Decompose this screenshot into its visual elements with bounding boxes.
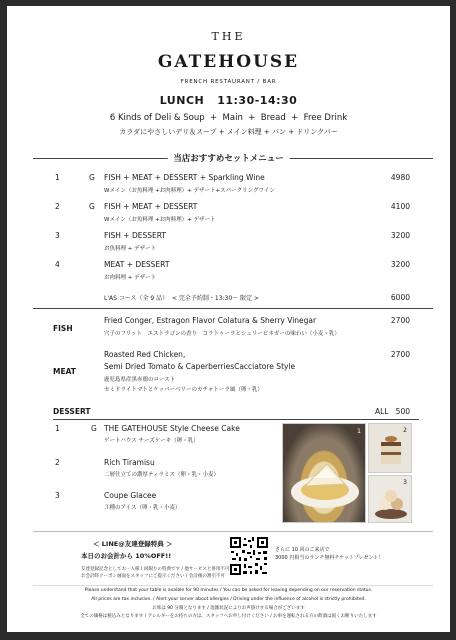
- footer-note-jp-1: お席は 90 分制となります / 混雑状況によりお声掛けする場合がございます: [152, 606, 305, 611]
- cheesecake-illustration: [283, 424, 366, 523]
- dessert-g-mark: G: [91, 424, 97, 433]
- tiramisu-photo: [368, 423, 412, 473]
- set-name: FISH + DESSERT: [104, 231, 166, 240]
- dessert-description: ゲートハウス チーズケーキ（卵・乳）: [104, 438, 199, 444]
- set-name: FISH + MEAT + DESSERT + Sparkling Wine: [104, 173, 265, 182]
- line-promo-note-2: お会計時クーポン画面をスタッフにご提示ください / 会計後の割引不可: [81, 574, 225, 579]
- las-course-price: 6000: [390, 293, 410, 302]
- line-promo-note: 友達登録記念としてお一人様１回限りの特典です / 他サービスと併用不可: [81, 567, 230, 572]
- brand-name: GATEHOUSE: [157, 52, 300, 72]
- fish-dish-name: Fried Conger, Estragon Flavor Colatura & Sherry Vinegar: [104, 316, 317, 325]
- meat-price: 2700: [390, 350, 410, 359]
- dessert-number: 1: [55, 424, 60, 433]
- set-number: 1: [55, 173, 60, 182]
- set-price: 3200: [390, 260, 410, 269]
- set-description: Wメイン（お魚料理 +お肉料理）+ デザート: [104, 217, 216, 223]
- line-qr-code: [229, 536, 269, 576]
- photo-number-1: 1: [357, 428, 361, 435]
- footer-note-en-2: All prices are tax inclusive. / Alert your server about allergies / Driving under the influence of alcohol is strictly prohibited.: [91, 597, 366, 602]
- dessert-price: ALL 500: [375, 407, 410, 416]
- set-g-mark: G: [89, 202, 95, 211]
- set-number: 3: [55, 231, 60, 240]
- dessert-number: 3: [55, 491, 60, 500]
- set-price: 4980: [390, 173, 410, 182]
- meat-dish-description-line2: セミドライトマトとケッパーベリーのカチャトーラ風（卵・乳）: [104, 387, 263, 393]
- fish-dish-description: 穴子のフリット エストラゴンの香り コラトゥーラとシェリービネガーの味わい（小麦・乳）: [104, 331, 340, 337]
- glacee-photo: [368, 475, 412, 523]
- footer-note-jp-2: 全ての価格は税込みとなります / アレルギーをお持ちの方は、スタッフへお申し付けください / お車を運転される方の飲酒は固くお断りいたします: [80, 614, 377, 619]
- dessert-description: ３種のアイス（卵・乳・小麦）: [104, 505, 181, 511]
- divider: [33, 308, 433, 309]
- fish-price: 2700: [390, 316, 410, 325]
- set-number: 2: [55, 202, 60, 211]
- dessert-number: 2: [55, 458, 60, 467]
- dessert-name: Coupe Glacee: [104, 491, 157, 500]
- set-menu-title: 当店おすすめセットメニュー: [167, 152, 290, 164]
- dessert-label: DESSERT: [53, 407, 91, 416]
- set-description: お魚料理 + デザート: [104, 246, 157, 252]
- set-name: FISH + MEAT + DESSERT: [104, 202, 198, 211]
- meat-dish-name: Roasted Red Chicken,: [104, 350, 186, 359]
- dessert-divider: [53, 419, 419, 420]
- line-promo-title: ＜ LINE@友達登録特典 ＞: [93, 540, 173, 548]
- visit-bonus-note: さらに 10 回のご来店で: [275, 547, 330, 553]
- set-price: 4100: [390, 202, 410, 211]
- tagline: FRENCH RESTAURANT / BAR: [180, 79, 277, 85]
- set-name: MEAT + DESSERT: [104, 260, 170, 269]
- dessert-description: 二層仕立ての濃厚ティラミス（卵・乳・小麦）: [104, 472, 220, 478]
- cheesecake-photo: [282, 423, 366, 523]
- set-number: 4: [55, 260, 60, 269]
- footer-note-en-1: Please understand that your table is avaible for 90 minutes / You can be asked for leaving depending on our reservation status.: [84, 588, 373, 593]
- photo-number-2: 2: [403, 427, 407, 434]
- set-description: お肉料理 + デザート: [104, 275, 157, 281]
- visit-bonus-note-2: 3000 円相当のランチ無料チケットプレゼント！: [275, 555, 384, 561]
- footer-divider: [33, 585, 433, 586]
- line-promo-offer: 本日のお会計から 10%OFF!!: [81, 552, 172, 560]
- set-g-mark: G: [89, 173, 95, 182]
- qr-code-icon: [229, 536, 269, 576]
- meat-label: MEAT: [53, 367, 76, 376]
- set-price: 3200: [390, 231, 410, 240]
- course-description-jp: カラダにやさしいデリ＆スープ + メイン料理 + パン + ドリンクバー: [119, 128, 338, 136]
- dessert-name: Rich Tiramisu: [104, 458, 155, 467]
- lunch-hours: LUNCH 11:30-14:30: [159, 94, 298, 107]
- photo-number-3: 3: [403, 479, 407, 486]
- promo-divider: [33, 531, 433, 532]
- dessert-name: THE GATEHOUSE Style Cheese Cake: [104, 424, 240, 433]
- las-course: L'AS コース（全 9 品） < 完全予約制・13:30～ 限定 >: [104, 295, 260, 302]
- brand-top: THE: [211, 30, 246, 43]
- meat-dish-name-line2: Semi Dried Tomato & CaperberriesCacciatore Style: [104, 362, 296, 371]
- meat-dish-description: 鹿児島県産黒赤鶏のロースト: [104, 377, 176, 383]
- set-description: Wメイン（お魚料理 +お肉料理）+ デザート+スパークリングワイン: [104, 188, 275, 194]
- course-description-en: 6 Kinds of Deli & Soup + Main + Bread + Free Drink: [109, 113, 348, 123]
- menu-sheet: [7, 6, 450, 632]
- fish-label: FISH: [53, 324, 73, 333]
